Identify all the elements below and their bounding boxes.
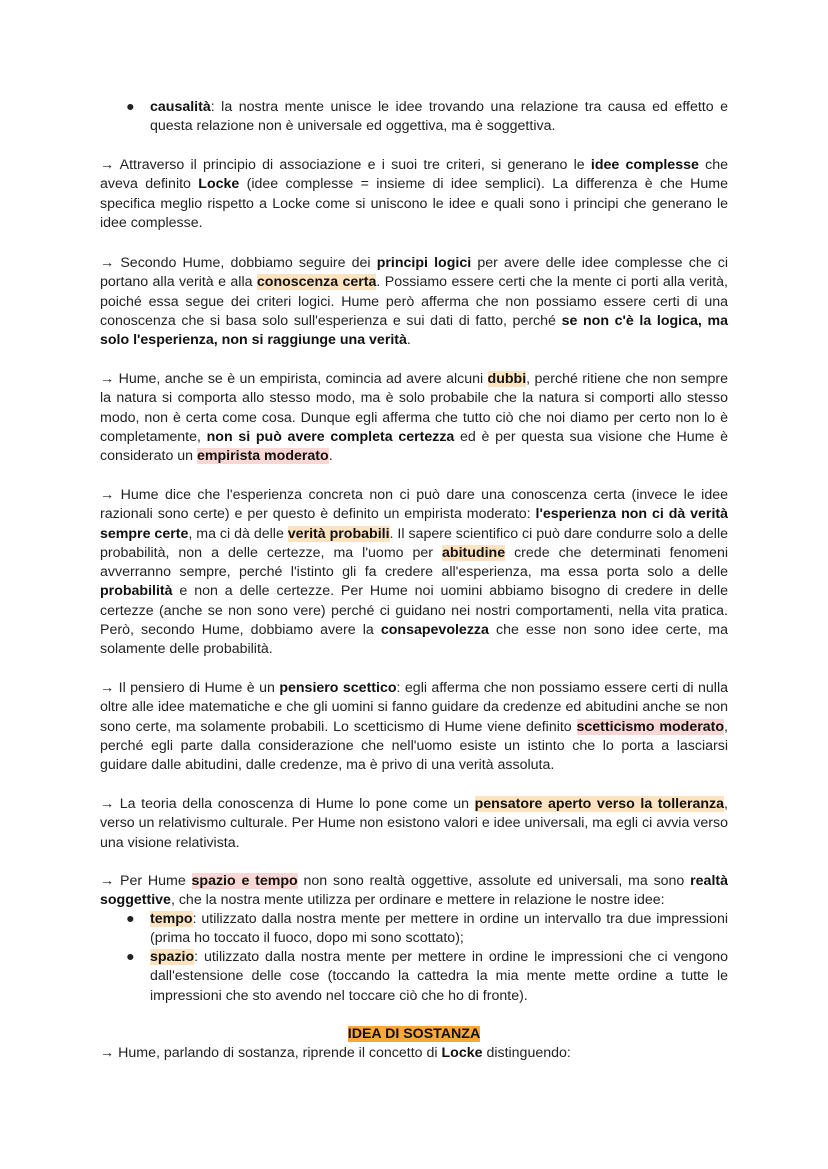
highlight-conoscenza-certa: conoscenza certa — [256, 274, 377, 291]
paragraph-idee-complesse: → Attraverso il principio di associazione e i suoi tre criteri, si generano le idee complesse che aveva definito Locke (idee complesse = insieme di idee semplici). La differenza è che Hume specifica meglio rispetto a Locke come si uniscono le idee e quali sono i principi che generano le idee complesse. — [100, 157, 728, 231]
bullet-dot: ● — [126, 99, 135, 115]
bullet-dot: ● — [126, 949, 135, 965]
paragraph-spazio-tempo: → Per Hume spazio e tempo non sono realtà oggettive, assolute ed universali, ma sono realtà soggettive, che la nostra mente utilizza per ordinare e mettere in relazione le nostre idee: — [100, 873, 728, 909]
term-causalita: causalità — [150, 99, 211, 115]
highlight-verita-probabili: verità probabili — [287, 525, 390, 542]
paragraph-esperienza: → Hume dice che l'esperienza concreta non ci può dare una conoscenza certa (invece le idee razionali sono certe) e per questo è definito un empirista moderato: l'esperienza non ci dà verità sempre certe, ma ci dà delle verità probabili. Il sapere scientifico ci può dare condurre solo a delle probabilità, non a delle certezze, ma l'uomo per abitudine crede che determinati fenomeni avverranno sempre, perché l'istinto gli fa credere all'esperienza, ma essa porta solo a delle probabilità e non a delle certezze. Per Hume noi uomini abbiamo bisogno di credere in delle certezze (anche se non sono vere) perché ci guidano nei nostri comportamenti, nella vita pratica. Però, secondo Hume, dobbiamo avere la consapevolezza che esse non sono idee certe, ma solamente delle probabilità. — [100, 487, 729, 658]
section-heading — [100, 1025, 728, 1044]
paragraph-principi-logici: → Secondo Hume, dobbiamo seguire dei principi logici per avere delle idee complesse che ci portano alla verità e alla conoscenza certa. Possiamo essere certi che la mente ci porti alla verità, poiché essa segue dei criteri logici. Hume però afferma che non possiamo essere certi di una conoscenza che si basa solo sull'esperienza e sui dati di fatto, perché se non c'è la logica, ma solo l'esperienza, non si raggiunge una verità. — [100, 255, 728, 349]
paragraph-tolleranza: → La teoria della conoscenza di Hume lo pone come un pensatore aperto verso la tolleranza, verso un relativismo culturale. Per Hume non esistono valori e idee universali, ma egli ci avvia verso una visione relativista. — [100, 796, 728, 851]
term-tempo: tempo — [150, 911, 193, 927]
paragraph-sostanza: → Hume, parlando di sostanza, riprende il concetto di Locke distinguendo: — [100, 1045, 571, 1061]
paragraph-scetticismo: → Il pensiero di Hume è un pensiero scettico: egli afferma che non possiamo essere certi di nulla oltre alle idee matematiche e che gli uomini si fanno guidare da credenze ed abitudini anche se non sono certe, ma solamente probabili. Lo scetticismo di Hume viene definito scetticismo moderato, perché egli parte dalla considerazione che nell'uomo esiste un istinto che lo porta a lasciarsi guidare dalle abitudini, dalle credenze, ma è privo di una verità assoluta. — [100, 680, 729, 774]
heading-idea-di-sostanza: IDEA DI SOSTANZA — [347, 1026, 481, 1042]
highlight-empirista-moderato: empirista moderato — [197, 448, 329, 465]
bullet-dot: ● — [126, 911, 135, 927]
highlight-scetticismo-moderato: scetticismo moderato — [576, 718, 725, 735]
paragraph-dubbi: → Hume, anche se è un empirista, comincia ad avere alcuni dubbi, perché ritiene che non sempre la natura si comporta allo stesso modo, ma è solo probabile che la natura si comporti allo stesso modo, non è certa come cosa. Dunque egli afferma che tutto ciò che noi diamo per certo non lo è completamente, non si può avere completa certezza ed è per questa sua visione che Hume è considerato un empirista moderato. — [100, 371, 728, 465]
bullet-tempo: ● tempo: utilizzato dalla nostra mente per mettere in ordine un intervallo tra due impressioni (prima ho toccato il fuoco, dopo mi sono scottato); — [126, 911, 728, 947]
highlight-pensatore-aperto: pensatore aperto verso la tolleranza — [474, 796, 725, 812]
highlight-spazio-e-tempo: spazio e tempo — [191, 873, 298, 889]
bullet-spazio: ● spazio: utilizzato dalla nostra mente per mettere in ordine le impressioni che ci vengono dall'estensione delle cose (toccando la cattedra la mia mente mette ordine a tutte le impressioni che sto avendo nel toccare ciò che ho di fronte). — [126, 949, 728, 1004]
bullet-causalita: ● causalità: la nostra mente unisce le idee trovando una relazione tra causa ed effetto e questa relazione non è universale ed oggettiva, ma è soggettiva. — [126, 99, 728, 135]
highlight-dubbi: dubbi — [487, 371, 527, 387]
term-spazio: spazio — [150, 949, 195, 965]
highlight-abitudine: abitudine — [442, 544, 506, 561]
